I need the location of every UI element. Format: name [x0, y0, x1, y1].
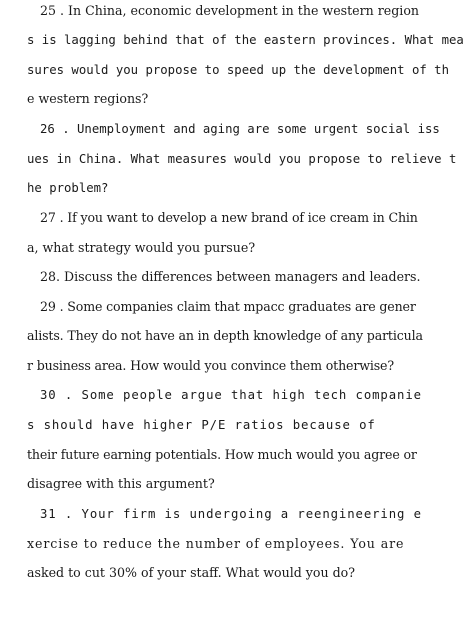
q31-line-1: 31 . Your firm is undergoing a reengineering e	[40, 507, 422, 521]
q25-line-3: sures would you propose to speed up the development of th	[27, 63, 449, 77]
q26-line-3: he problem?	[27, 181, 109, 195]
q29-line-3: r business area. How would you convince them otherwise?	[27, 358, 394, 373]
q31-line-3: asked to cut 30% of your staff. What would you do?	[27, 565, 356, 580]
q29-line-2: alists. They do not have an in depth knowledge of any particula	[27, 328, 423, 343]
q29-line-1: 29 . Some companies claim that mpacc graduates are gener	[40, 299, 416, 314]
q26-line-2: ues in China. What measures would you propose to relieve t	[27, 152, 457, 166]
q30-line-1: 30 . Some people argue that high tech companie	[40, 388, 422, 402]
q27-line-2: a, what strategy would you pursue?	[27, 240, 256, 255]
q30-line-2: s should have higher P/E ratios because of	[27, 418, 376, 432]
q25-line-1: 25 . In China, economic development in the western region	[40, 3, 420, 18]
q31-line-2: xercise to reduce the number of employees. You are	[27, 536, 405, 551]
q30-line-3: their future earning potentials. How much would you agree or	[27, 447, 417, 462]
q30-line-4: disagree with this argument?	[27, 476, 215, 491]
q28-line-1: 28. Discuss the differences between managers and leaders.	[40, 269, 421, 284]
q25-line-4: e western regions?	[27, 91, 149, 106]
q26-line-1: 26 . Unemployment and aging are some urgent social iss	[40, 122, 440, 136]
q27-line-1: 27 . If you want to develop a new brand of ice cream in Chin	[40, 210, 418, 225]
q25-line-2: s is lagging behind that of the eastern provinces. What mea	[27, 33, 464, 47]
